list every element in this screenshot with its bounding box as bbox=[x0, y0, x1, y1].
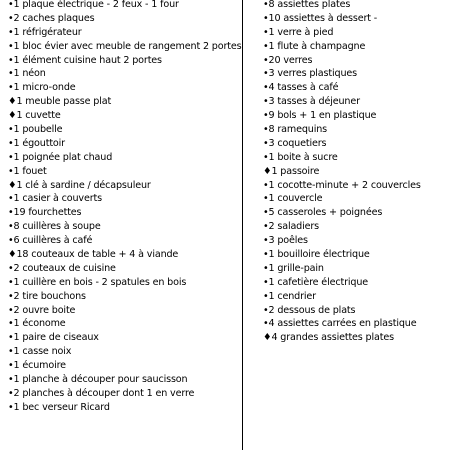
list-item: •1 égouttoir bbox=[8, 137, 65, 149]
list-item: •1 poubelle bbox=[8, 124, 63, 136]
list-item: •1 paire de ciseaux bbox=[8, 332, 99, 344]
list-item: •3 poêles bbox=[263, 235, 308, 247]
list-item: •1 écumoire bbox=[8, 360, 66, 372]
list-item: •1 bouilloire électrique bbox=[263, 249, 370, 261]
list-item: •1 poignée plat chaud bbox=[8, 151, 113, 163]
list-item: •3 coquetiers bbox=[263, 137, 327, 149]
list-item: •2 dessous de plats bbox=[263, 304, 356, 316]
list-item: •1 cocotte-minute + 2 couvercles bbox=[263, 179, 421, 191]
list-item: •1 casier à couverts bbox=[8, 193, 102, 205]
list-item: •19 fourchettes bbox=[8, 207, 82, 219]
list-item: ♦4 grandes assiettes plates bbox=[263, 332, 394, 344]
list-item: •1 cuillère en bois - 2 spatules en bois bbox=[8, 276, 187, 288]
list-item: •1 casse noix bbox=[8, 346, 72, 358]
list-item: •1 plaque électrique - 2 feux - 1 four bbox=[8, 0, 179, 10]
list-item: •1 bec verseur Ricard bbox=[8, 401, 110, 413]
list-item: •6 cuillères à café bbox=[8, 235, 93, 247]
list-item: •2 ouvre boite bbox=[8, 304, 76, 316]
list-item: •1 néon bbox=[8, 68, 46, 80]
list-item: •1 bloc évier avec meuble de rangement 2 portes bbox=[8, 40, 242, 52]
list-item: •3 tasses à déjeuner bbox=[263, 96, 360, 108]
list-item: •1 couvercle bbox=[263, 193, 323, 205]
list-item: •1 cendrier bbox=[263, 290, 316, 302]
list-item: •5 casseroles + poignées bbox=[263, 207, 383, 219]
list-item: •2 tire bouchons bbox=[8, 290, 86, 302]
list-item: ♦1 meuble passe plat bbox=[8, 96, 112, 108]
list-item: •1 élément cuisine haut 2 portes bbox=[8, 54, 162, 66]
list-item: •1 micro-onde bbox=[8, 82, 76, 94]
list-item: ♦1 cuvette bbox=[8, 110, 61, 122]
list-item: •8 cuillères à soupe bbox=[8, 221, 101, 233]
list-item: •1 réfrigérateur bbox=[8, 26, 82, 38]
list-item: •2 planches à découper dont 1 en verre bbox=[8, 387, 195, 399]
list-item: ♦1 passoire bbox=[263, 165, 320, 177]
list-item: ♦18 couteaux de table + 4 à viande bbox=[8, 249, 179, 261]
list-item: •3 verres plastiques bbox=[263, 68, 357, 80]
list-item: •9 bols + 1 en plastique bbox=[263, 110, 377, 122]
right-inventory-list bbox=[263, 0, 448, 345]
list-item: •4 assiettes carrées en plastique bbox=[263, 318, 417, 330]
list-item: •20 verres bbox=[263, 54, 313, 66]
list-item: •2 couteaux de cuisine bbox=[8, 262, 116, 274]
list-item: •1 cafetière électrique bbox=[263, 276, 368, 288]
list-item: •1 économe bbox=[8, 318, 66, 330]
list-item: •8 assiettes plates bbox=[263, 0, 351, 10]
list-item: ♦1 clé à sardine / décapsuleur bbox=[8, 179, 151, 191]
list-item: •8 ramequins bbox=[263, 124, 327, 136]
list-item: •4 tasses à café bbox=[263, 82, 339, 94]
left-inventory-list bbox=[8, 0, 242, 415]
list-item: •2 saladiers bbox=[263, 221, 320, 233]
list-item: •1 grille-pain bbox=[263, 262, 324, 274]
list-item: •1 planche à découper pour saucisson bbox=[8, 374, 188, 386]
list-item: •10 assiettes à dessert - bbox=[263, 12, 378, 24]
list-item: •1 verre à pied bbox=[263, 26, 334, 38]
list-item: •2 caches plaques bbox=[8, 12, 95, 24]
list-item: •1 boite à sucre bbox=[263, 151, 338, 163]
list-item: •1 flute à champagne bbox=[263, 40, 366, 52]
list-item: •1 fouet bbox=[8, 165, 47, 177]
column-divider bbox=[242, 0, 243, 450]
